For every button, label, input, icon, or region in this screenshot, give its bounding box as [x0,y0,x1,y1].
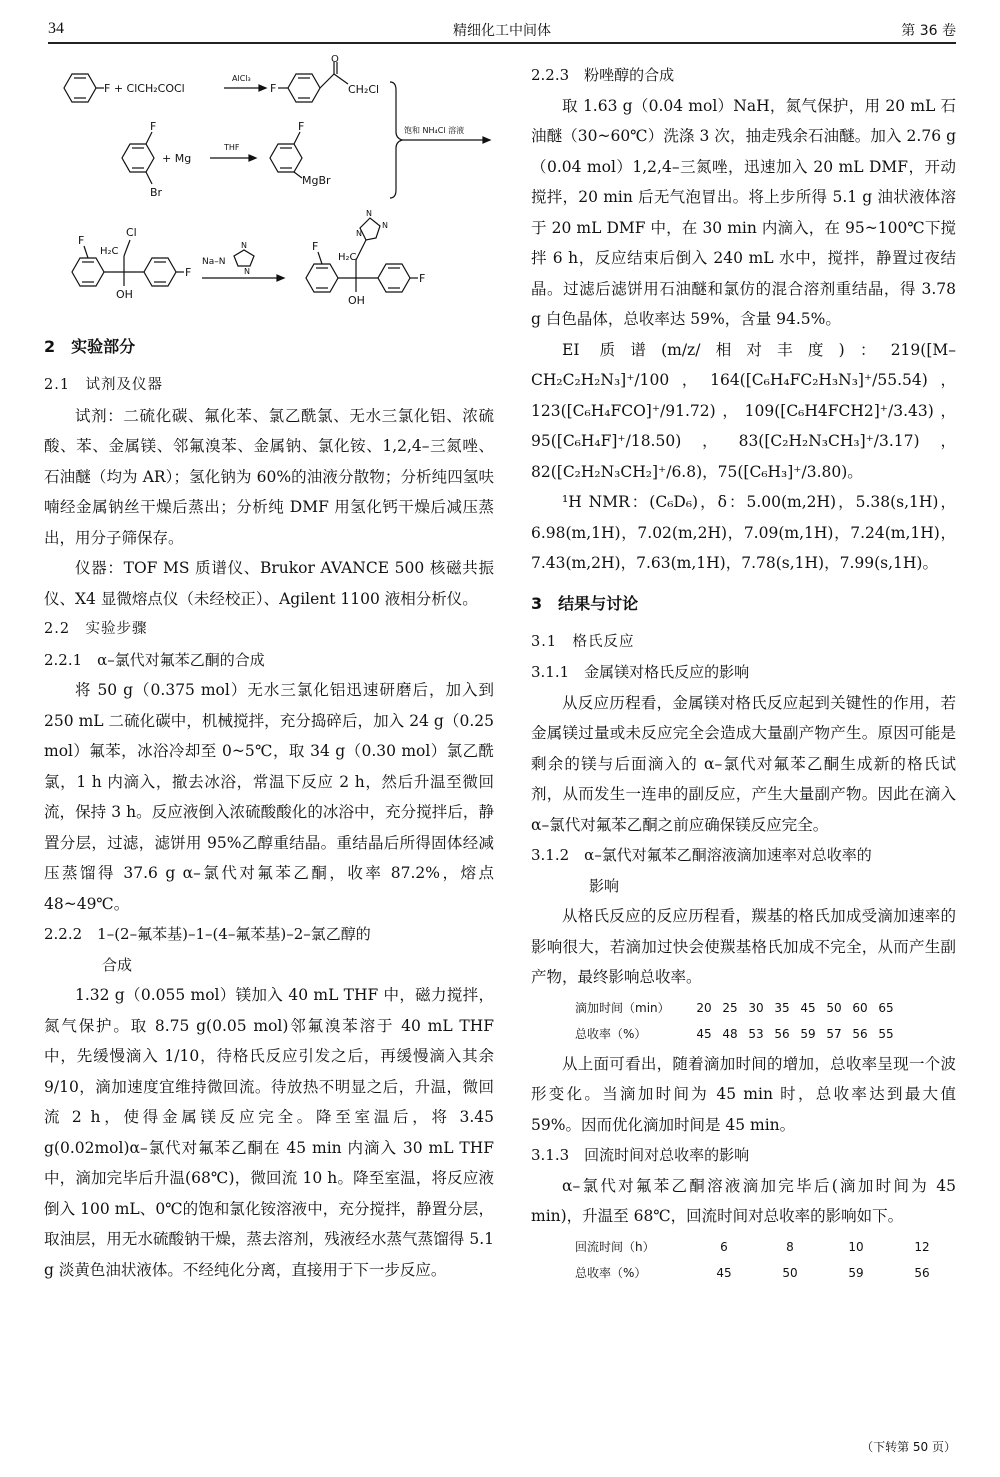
triazole-ring-2 [360,218,380,240]
table-cell: 45 [800,1000,816,1015]
left-column [44,54,494,1285]
synthesis-3-paragraph: 取 1.63 g（0.04 mol）NaH，氮气保护，用 20 mL 石油醚（30~60℃）洗涤 3 次，抽走残余石油醚。加入 2.76 g（0.04 mol）1,2,4–三氮唑，迅速加入 20 mL DMF，开动搅拌，20 min 后无气泡冒出。将上步所得 5.1 g 油状液体溶于 20 mL DMF 中，在 30 min 内滴入，在 95~100℃下搅拌 6 h，反应结束后倒入 240 mL 水中，搅拌，静置过夜结晶。过滤后滤饼用石油醚和氯仿的混合溶剂重结晶，得 3.78 g 白色晶体，总收率达 59%，含量 94.5%。 [531,96,956,328]
cl-label: Cl [126,226,137,239]
r1-reagent: F + ClCH₂COCl [104,82,185,95]
table-cell: 59 [848,1265,864,1280]
benzene-ring-7 [306,264,338,292]
synthesis-1-paragraph: 将 50 g（0.375 mol）无水三氯化铝迅速研磨后，加入到 250 mL 二硫化碳中，机械搅拌，充分捣碎后，加入 24 g（0.25 mol）氟苯，冰浴冷却至 0~5℃，取 34 g（0.30 mol）氯乙酰氯，1 h 内滴入，撤去冰浴，常温下反应 2 h，然后升温至微回流，保持 3 h。反应液倒入浓硫酸酸化的冰浴中，充分搅拌后，静置分层，过滤，滤饼用 95%乙醇重结晶。重结晶后所得固体经减压蒸馏得 37.6 g α–氯代对氟苯乙酮，收率 87.2%，熔点 48~49℃。 [44,681,494,913]
f-label-5: F [185,266,192,279]
benzene-ring-1 [64,74,96,102]
r1-catalyst: AlCl₃ [232,74,251,83]
table-cell: 6 [720,1239,728,1254]
table-cell: 48 [722,1026,738,1041]
section-3-1-2-heading-line1: 3.1.2 α–氯代对氟苯乙酮溶液滴加速率对总收率的 [531,846,872,864]
table-cell: 56 [914,1265,930,1280]
n-label-5: N [356,229,362,238]
reflux-time-table [531,1234,956,1286]
h2c-label-1: H₂C [100,246,119,257]
nmr-data-paragraph: ¹H NMR：(C₆D₆)，δ：5.00(m,2H)，5.38(s,1H)，6.98(m,1H)，7.02(m,2H)，7.09(m,1H)，7.24(m,1H)，7.43(m,2H)，7.63(m,1H)，7.78(s,1H)，7.99(s,1H)。 [531,493,956,572]
table-row-label: 总收率（%） [575,1265,647,1280]
reaction-scheme [44,54,494,322]
table-cell: 57 [826,1026,842,1041]
addition-rate-paragraph: 从格氏反应的反应历程看，羰基的格氏加成受滴加速率的影响很大，若滴加过快会使羰基格氏加成不完全，从而产生副产物，最终影响总收率。 [531,907,956,986]
table-row-label: 回流时间（h） [575,1239,655,1254]
r2-product-group: MgBr [302,174,331,187]
section-2-2-3-heading: 2.2.3 粉唑醇的合成 [531,66,675,84]
r2-reagent: + Mg [162,152,192,165]
table-cell: 30 [748,1000,764,1015]
benzene-ring-6 [144,258,176,286]
continued-note: （下转第 50 页） [861,1440,956,1454]
f-label-7: F [419,272,426,285]
h2c-label-2: H₂C [338,252,357,263]
triazole-ring-1 [234,250,254,266]
f-label-4: F [78,234,85,247]
table-cell: 59 [800,1026,816,1041]
table-row [531,1260,956,1286]
n-label-1: N [241,241,247,250]
n-label-3: N [366,209,372,218]
quench-reagent: 饱和 NH₄Cl 溶液 [404,126,465,135]
n-label-2: N [244,267,250,276]
f-label-2: F [150,120,157,133]
reagents-paragraph: 试剂：二硫化碳、氟化苯、氯乙酰氯、无水三氯化铝、浓硫酸、苯、金属镁、邻氟溴苯、金属钠、氯化铵、1,2,4–三氮唑、石油醚（均为 AR）；氢化钠为 60%的油液分散物；分析纯四氢呋喃经金属钠丝干燥后蒸出；分析纯 DMF 用氢化钙干燥后减压蒸出，用分子筛保存。 [44,406,494,547]
table-cell: 56 [774,1026,790,1041]
table-cell: 55 [878,1026,894,1041]
section-3-1-2-heading [531,840,956,901]
right-column [531,60,956,1288]
reaction-scheme-drawing [44,54,494,322]
reflux-time-paragraph: α–氯代对氟苯乙酮溶液滴加完毕后(滴加时间为 45 min)，升温至 68℃，回流时间对总收率的影响如下。 [531,1176,956,1225]
section-2-2-2-heading-line2: 合成 [102,955,133,974]
f-label-3: F [298,120,305,133]
page-header [48,14,956,44]
table-row [531,1021,956,1047]
benzene-ring-8 [378,264,410,292]
table-row-label: 滴加时间（min） [575,1000,670,1015]
section-3-1-2-heading-line2: 影响 [589,876,620,895]
f-label-6: F [312,240,319,253]
section-3-1-1-heading: 3.1.1 金属镁对格氏反应的影响 [531,663,750,681]
synthesis-2-paragraph: 1.32 g（0.055 mol）镁加入 40 mL THF 中，磁力搅拌，氮气保护。取 8.75 g(0.05 mol)邻氟溴苯溶于 40 mL THF 中，先缓慢滴入 1/10，待格氏反应引发之后，再缓慢滴入其余 9/10，滴加速度宜维持微回流。待放热不明显之后，升温，微回流 2 h，使得金属镁反应完全。降至室温后，将 3.45 g(0.02mol)α–氯代对氟苯乙酮在 45 min 内滴入 30 mL THF 中，滴加完毕后升温(68℃)，微回流 10 h。降至室温，将反应液倒入 100 mL、0℃的饱和氯化铵溶液中，充分搅拌，静置分层，取油层，用无水硫酸钠干燥，蒸去溶剂，残液经水蒸气蒸馏得 5.1 g 淡黄色油状液体。不经纯化分离，直接用于下一步反应。 [44,986,494,1279]
section-2-heading: 2 实验部分 [44,337,136,356]
r1-product-group: CH₂Cl [348,83,380,96]
na-triazole-label: Na–N [202,257,226,267]
section-2-2-1-heading: 2.2.1 α–氯代对氟苯乙酮的合成 [44,650,265,669]
section-2-1-heading: 2.1 试剂及仪器 [44,377,164,393]
table-row [531,1234,956,1260]
table-row [531,995,956,1021]
table-cell: 35 [774,1000,790,1015]
r2-solvent: THF [224,143,240,152]
table-cell: 45 [716,1265,732,1280]
table-cell: 10 [848,1239,864,1254]
magnesium-effect-paragraph: 从反应历程看，金属镁对格氏反应起到关键性的作用，若金属镁过量或未反应完全会造成大量副产物产生。原因可能是剩余的镁与后面滴入的 α–氯代对氟苯乙酮生成新的格氏试剂，从而发生一连串的副反应，产生大量副产物。因此在滴入 α–氯代对氟苯乙酮之前应确保镁反应完全。 [531,693,956,834]
table-cell: 53 [748,1026,764,1041]
table-cell: 60 [852,1000,868,1015]
table-cell: 56 [852,1026,868,1041]
section-2-2-heading: 2.2 实验步骤 [44,621,148,637]
benzene-ring-4 [270,144,302,172]
n-label-4: N [382,221,388,230]
table-cell: 12 [914,1239,930,1254]
table-cell: 20 [696,1000,712,1015]
benzene-ring-2 [288,74,320,102]
table-cell: 8 [786,1239,794,1254]
section-3-1-3-heading: 3.1.3 回流时间对总收率的影响 [531,1146,750,1164]
table-cell: 50 [826,1000,842,1015]
yield-trend-paragraph: 从上面可看出，随着滴加时间的增加，总收率呈现一个波形变化。当滴加时间为 45 min 时，总收率达到最大值 59%。因而优化滴加时间是 45 min。 [531,1054,956,1134]
table-cell: 45 [696,1026,712,1041]
section-2-2-2-heading [44,919,494,980]
carbonyl-o: O [331,54,339,65]
benzene-ring-3 [122,144,154,172]
journal-title: 精细化工中间体 [453,23,551,39]
table-cell: 65 [878,1000,894,1015]
br-label-1: Br [150,186,163,199]
oh-label-2: OH [348,294,365,307]
instruments-paragraph: 仪器：TOF MS 质谱仪、Brukor AVANCE 500 核磁共振仪、X4 显微熔点仪（未经校正）、Agilent 1100 液相分析仪。 [44,559,494,608]
oh-label-1: OH [116,288,133,301]
addition-time-table [531,995,956,1047]
section-3-heading: 3 结果与讨论 [531,593,639,613]
benzene-ring-5 [72,258,104,286]
page-number: 34 [48,20,64,37]
f-label-1: F [270,82,277,95]
section-2-2-2-heading-line1: 2.2.2 1–(2–氟苯基)–1–(4–氟苯基)–2–氯乙醇的 [44,925,371,943]
table-cell: 25 [722,1000,738,1015]
volume-label: 第 36 卷 [901,23,956,39]
table-row-label: 总收率（%） [575,1026,647,1041]
section-3-1-heading: 3.1 格氏反应 [531,633,635,650]
ms-data-paragraph: EI 质谱(m/z/相对丰度)：219([M–CH₂C₂H₂N₃]⁺/100，164([C₆H₄FC₂H₃N₃]⁺/55.54)，123([C₆H₄FCO]⁺/91.72)，109([C₆H4FCH2]⁺/3.43)，95([C₆H₄F]⁺/18.50)，83([C₂H₂N₃CH₃]⁺/3.17)，82([C₂H₂N₃CH₂]⁺/6.8)，75([C₆H₃]⁺/3.80)。 [531,340,956,481]
table-cell: 50 [782,1265,798,1280]
